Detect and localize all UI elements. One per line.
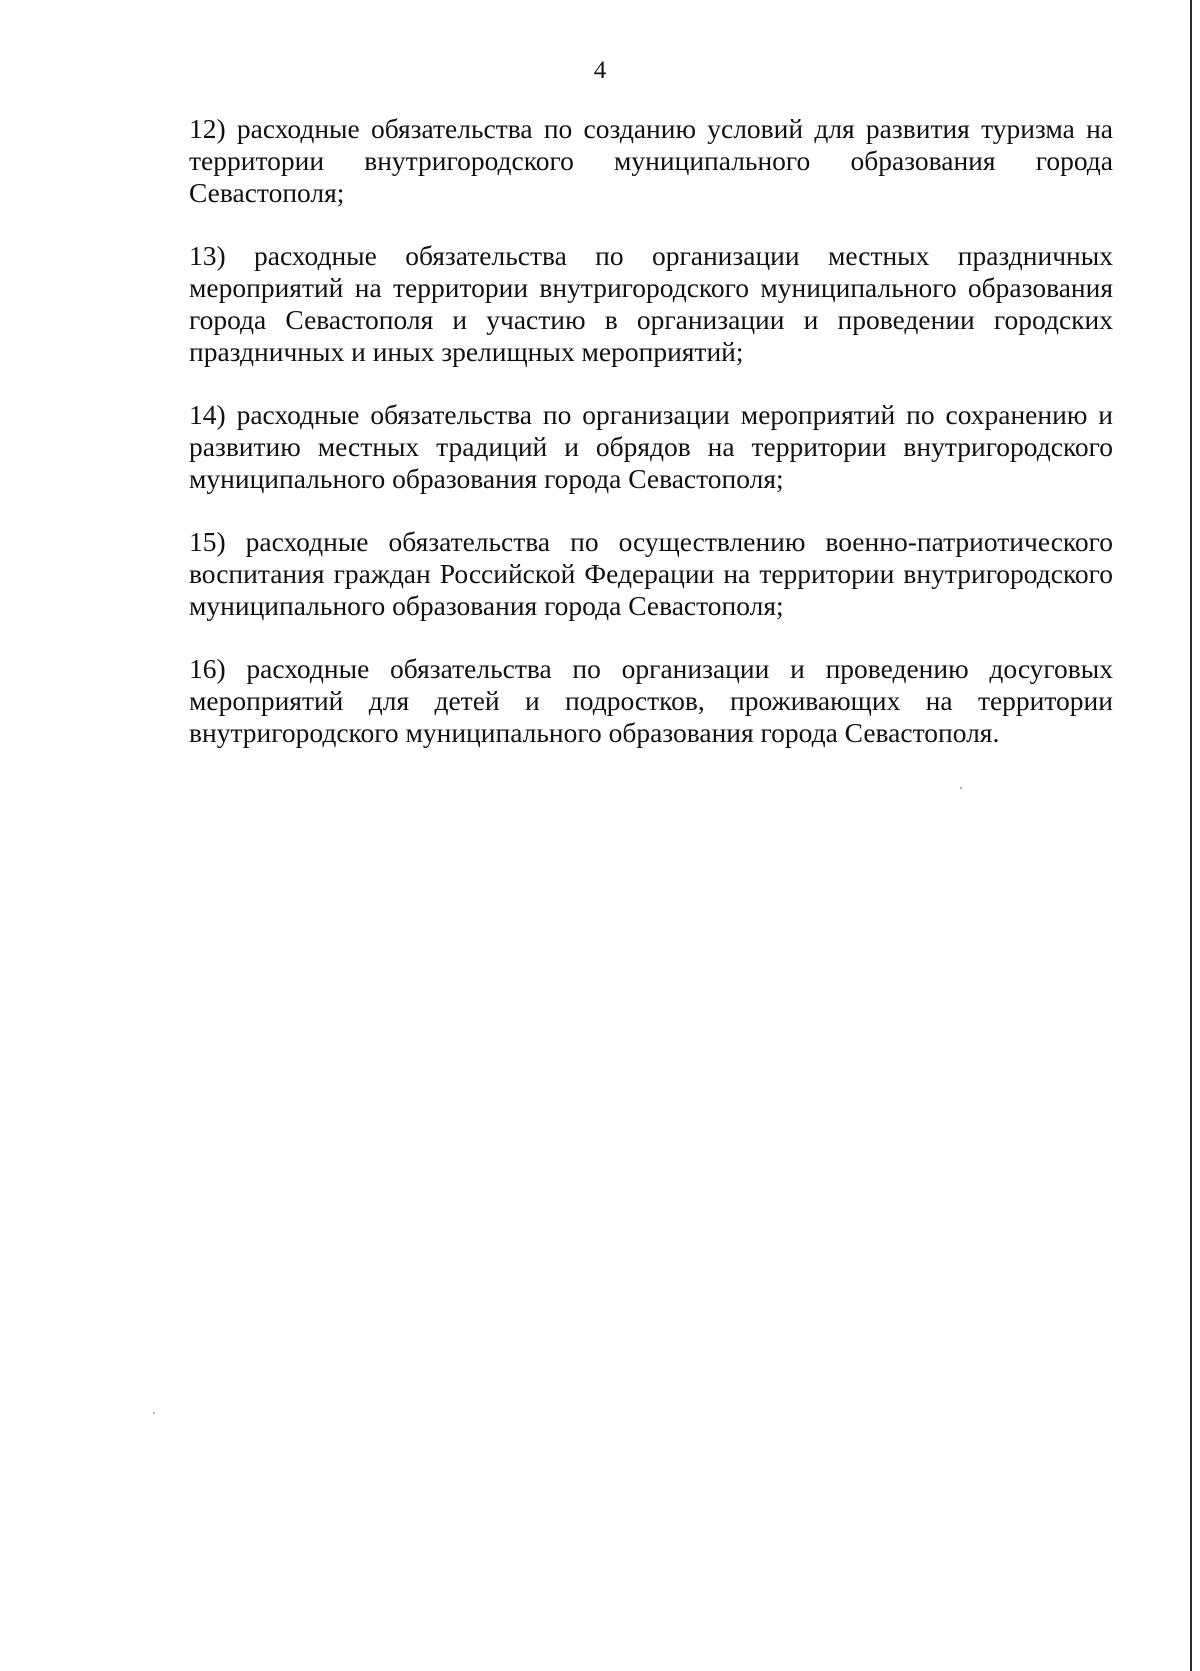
list-item: 16) расходные обязательства по организации и проведению досуговых мероприятий для детей и подростков, проживающих на территории внутригородского муниципального образования города Севастополя.: [189, 653, 1113, 748]
scan-speck: [153, 1412, 155, 1414]
list-item: 14) расходные обязательства по организации мероприятий по сохранению и развитию местных традиций и обрядов на территории внутригородского муниципального образования города Севастополя;: [189, 399, 1113, 494]
scan-speck: [960, 787, 962, 789]
list-item: 15) расходные обязательства по осуществлению военно-патриотического воспитания граждан Российской Федерации на территории внутригородского муниципального образования города Севастополя;: [189, 526, 1113, 621]
document-body: [189, 113, 1113, 780]
scan-edge-line: [1190, 0, 1192, 1671]
page-number: 4: [593, 57, 607, 84]
list-item: 13) расходные обязательства по организации местных праздничных мероприятий на территории внутригородского муниципального образования города Севастополя и участию в организации и проведении городских праздничных и иных зрелищных мероприятий;: [189, 240, 1113, 367]
list-item: 12) расходные обязательства по созданию условий для развития туризма на территории внутригородского муниципального образования города Севастополя;: [189, 113, 1113, 208]
